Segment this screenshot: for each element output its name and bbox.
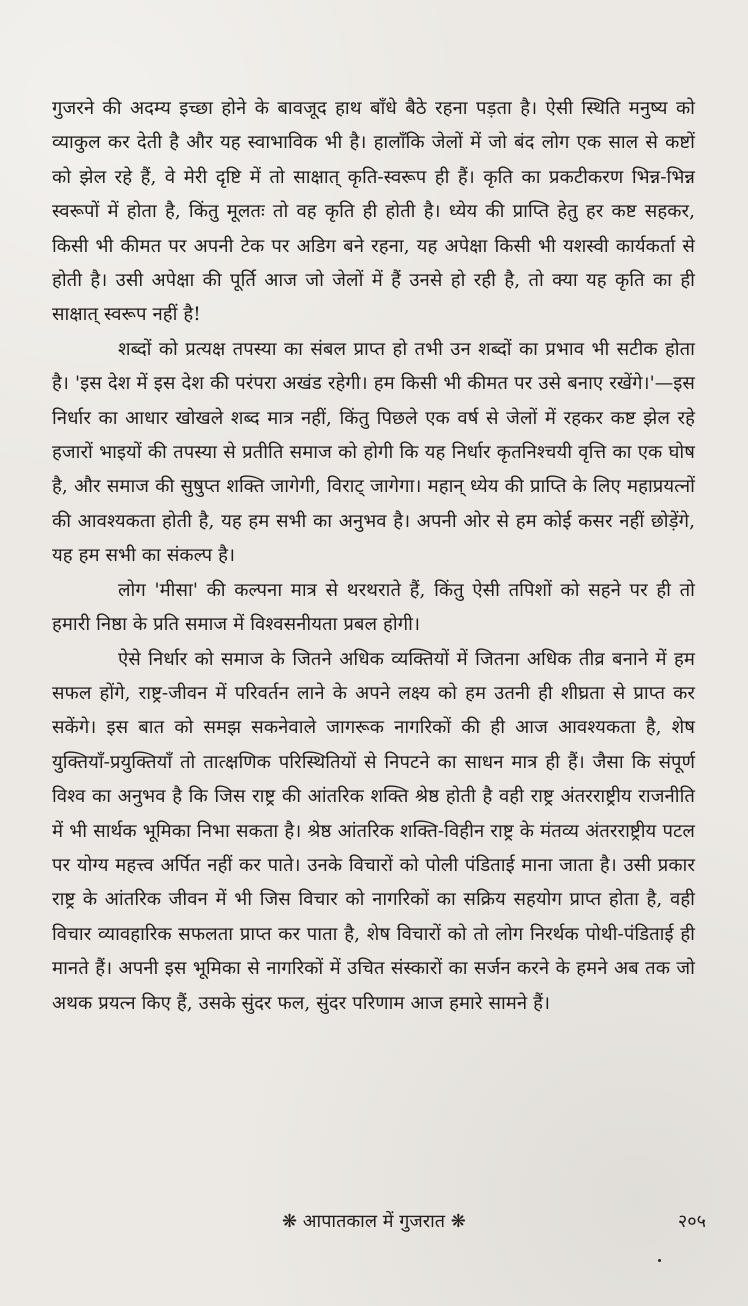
running-title: ❋ आपातकाल में गुजरात ❋ bbox=[282, 1211, 466, 1232]
page-footer bbox=[0, 1207, 748, 1237]
paragraph-1: गुजरने की अदम्य इच्छा होने के बावजूद हाथ बाँधे बैठे रहना पड़ता है। ऐसी स्थिति मनुष्य को व्याकुल कर देती है और यह स्वाभाविक भी है। हालाँकि जेलों में जो बंद लोग एक साल से कष्टों को झेल रहे हैं, वे मेरी दृष्टि में तो साक्षात् कृति-स्वरूप ही हैं। कृति का प्रकटीकरण भिन्न-भिन्न स्वरूपों में होता है, किंतु मूलतः तो वह कृति ही होती है। ध्येय की प्राप्ति हेतु हर कष्ट सहकर, किसी भी कीमत पर अपनी टेक पर अडिग बने रहना, यह अपेक्षा किसी भी यशस्वी कार्यकर्ता से होती है। उसी अपेक्षा की पूर्ति आज जो जेलों में हैं उनसे हो रही है, तो क्या यह कृति का ही साक्षात् स्वरूप नहीं है! bbox=[52, 98, 695, 326]
print-dot bbox=[658, 1259, 661, 1262]
paragraph-4: ऐसे निर्धार को समाज के जितने अधिक व्यक्तियों में जितना अधिक तीव्र बनाने में हम सफल होंगे, राष्ट्र-जीवन में परिवर्तन लाने के अपने लक्ष्य को हम उतनी ही शीघ्रता से प्राप्त कर सकेंगे। इस बात को समझ सकनेवाले जागरूक नागरिकों की ही आज आवश्यकता है, शेष युक्तियाँ-प्रयुक्तियाँ तो तात्क्षणिक परिस्थितियों से निपटने का साधन मात्र ही हैं। जैसा कि संपूर्ण विश्व का अनुभव है कि जिस राष्ट्र की आंतरिक शक्ति श्रेष्ठ होती है वही राष्ट्र अंतरराष्ट्रीय राजनीति में भी सार्थक भूमिका निभा सकता है। श्रेष्ठ आंतरिक शक्ति-विहीन राष्ट्र के मंतव्य अंतरराष्ट्रीय पटल पर योग्य महत्त्व अर्पित नहीं कर पाते। उनके विचारों को पोली पंडिताई माना जाता है। उसी प्रकार राष्ट्र के आंतरिक जीवन में भी जिस विचार को नागरिकों का सक्रिय सहयोग प्राप्त होता है, वही विचार व्यावहारिक सफलता प्राप्त कर पाता है, शेष विचारों को तो लोग निरर्थक पोथी-पंडिताई ही मानते हैं। अपनी इस भूमिका से नागरिकों में उचित संस्कारों का सर्जन करने के हमने अब तक जो अथक प्रयत्न किए हैं, उसके सुंदर फल, सुंदर परिणाम आज हमारे सामने हैं। bbox=[52, 648, 695, 1014]
paragraph-2: शब्दों को प्रत्यक्ष तपस्या का संबल प्राप्त हो तभी उन शब्दों का प्रभाव भी सटीक होता है। 'इस देश में इस देश की परंपरा अखंड रहेगी। हम किसी भी कीमत पर उसे बनाए रखेंगे।'—इस निर्धार का आधार खोखले शब्द मात्र नहीं, किंतु पिछले एक वर्ष से जेलों में रहकर कष्ट झेल रहे हजारों भाइयों की तपस्या से प्रतीति समाज को होगी कि यह निर्धार कृतनिश्चयी वृत्ति का एक घोष है, और समाज की सुषुप्त शक्ति जागेगी, विराट् जागेगा। महान् ध्येय की प्राप्ति के लिए महाप्रयत्नों की आवश्यकता होती है, यह हम सभी का अनुभव है। अपनी ओर से हम कोई कसर नहीं छोड़ेंगे, यह हम सभी का संकल्प है। bbox=[52, 338, 695, 567]
page-number: २०५ bbox=[677, 1211, 706, 1232]
body-text bbox=[52, 92, 695, 1021]
paragraph-3: लोग 'मीसा' की कल्पना मात्र से थरथराते हैं, किंतु ऐसी तपिशों को सहने पर ही तो हमारी निष्ठा के प्रति समाज में विश्वसनीयता प्रबल होगी। bbox=[52, 579, 695, 636]
